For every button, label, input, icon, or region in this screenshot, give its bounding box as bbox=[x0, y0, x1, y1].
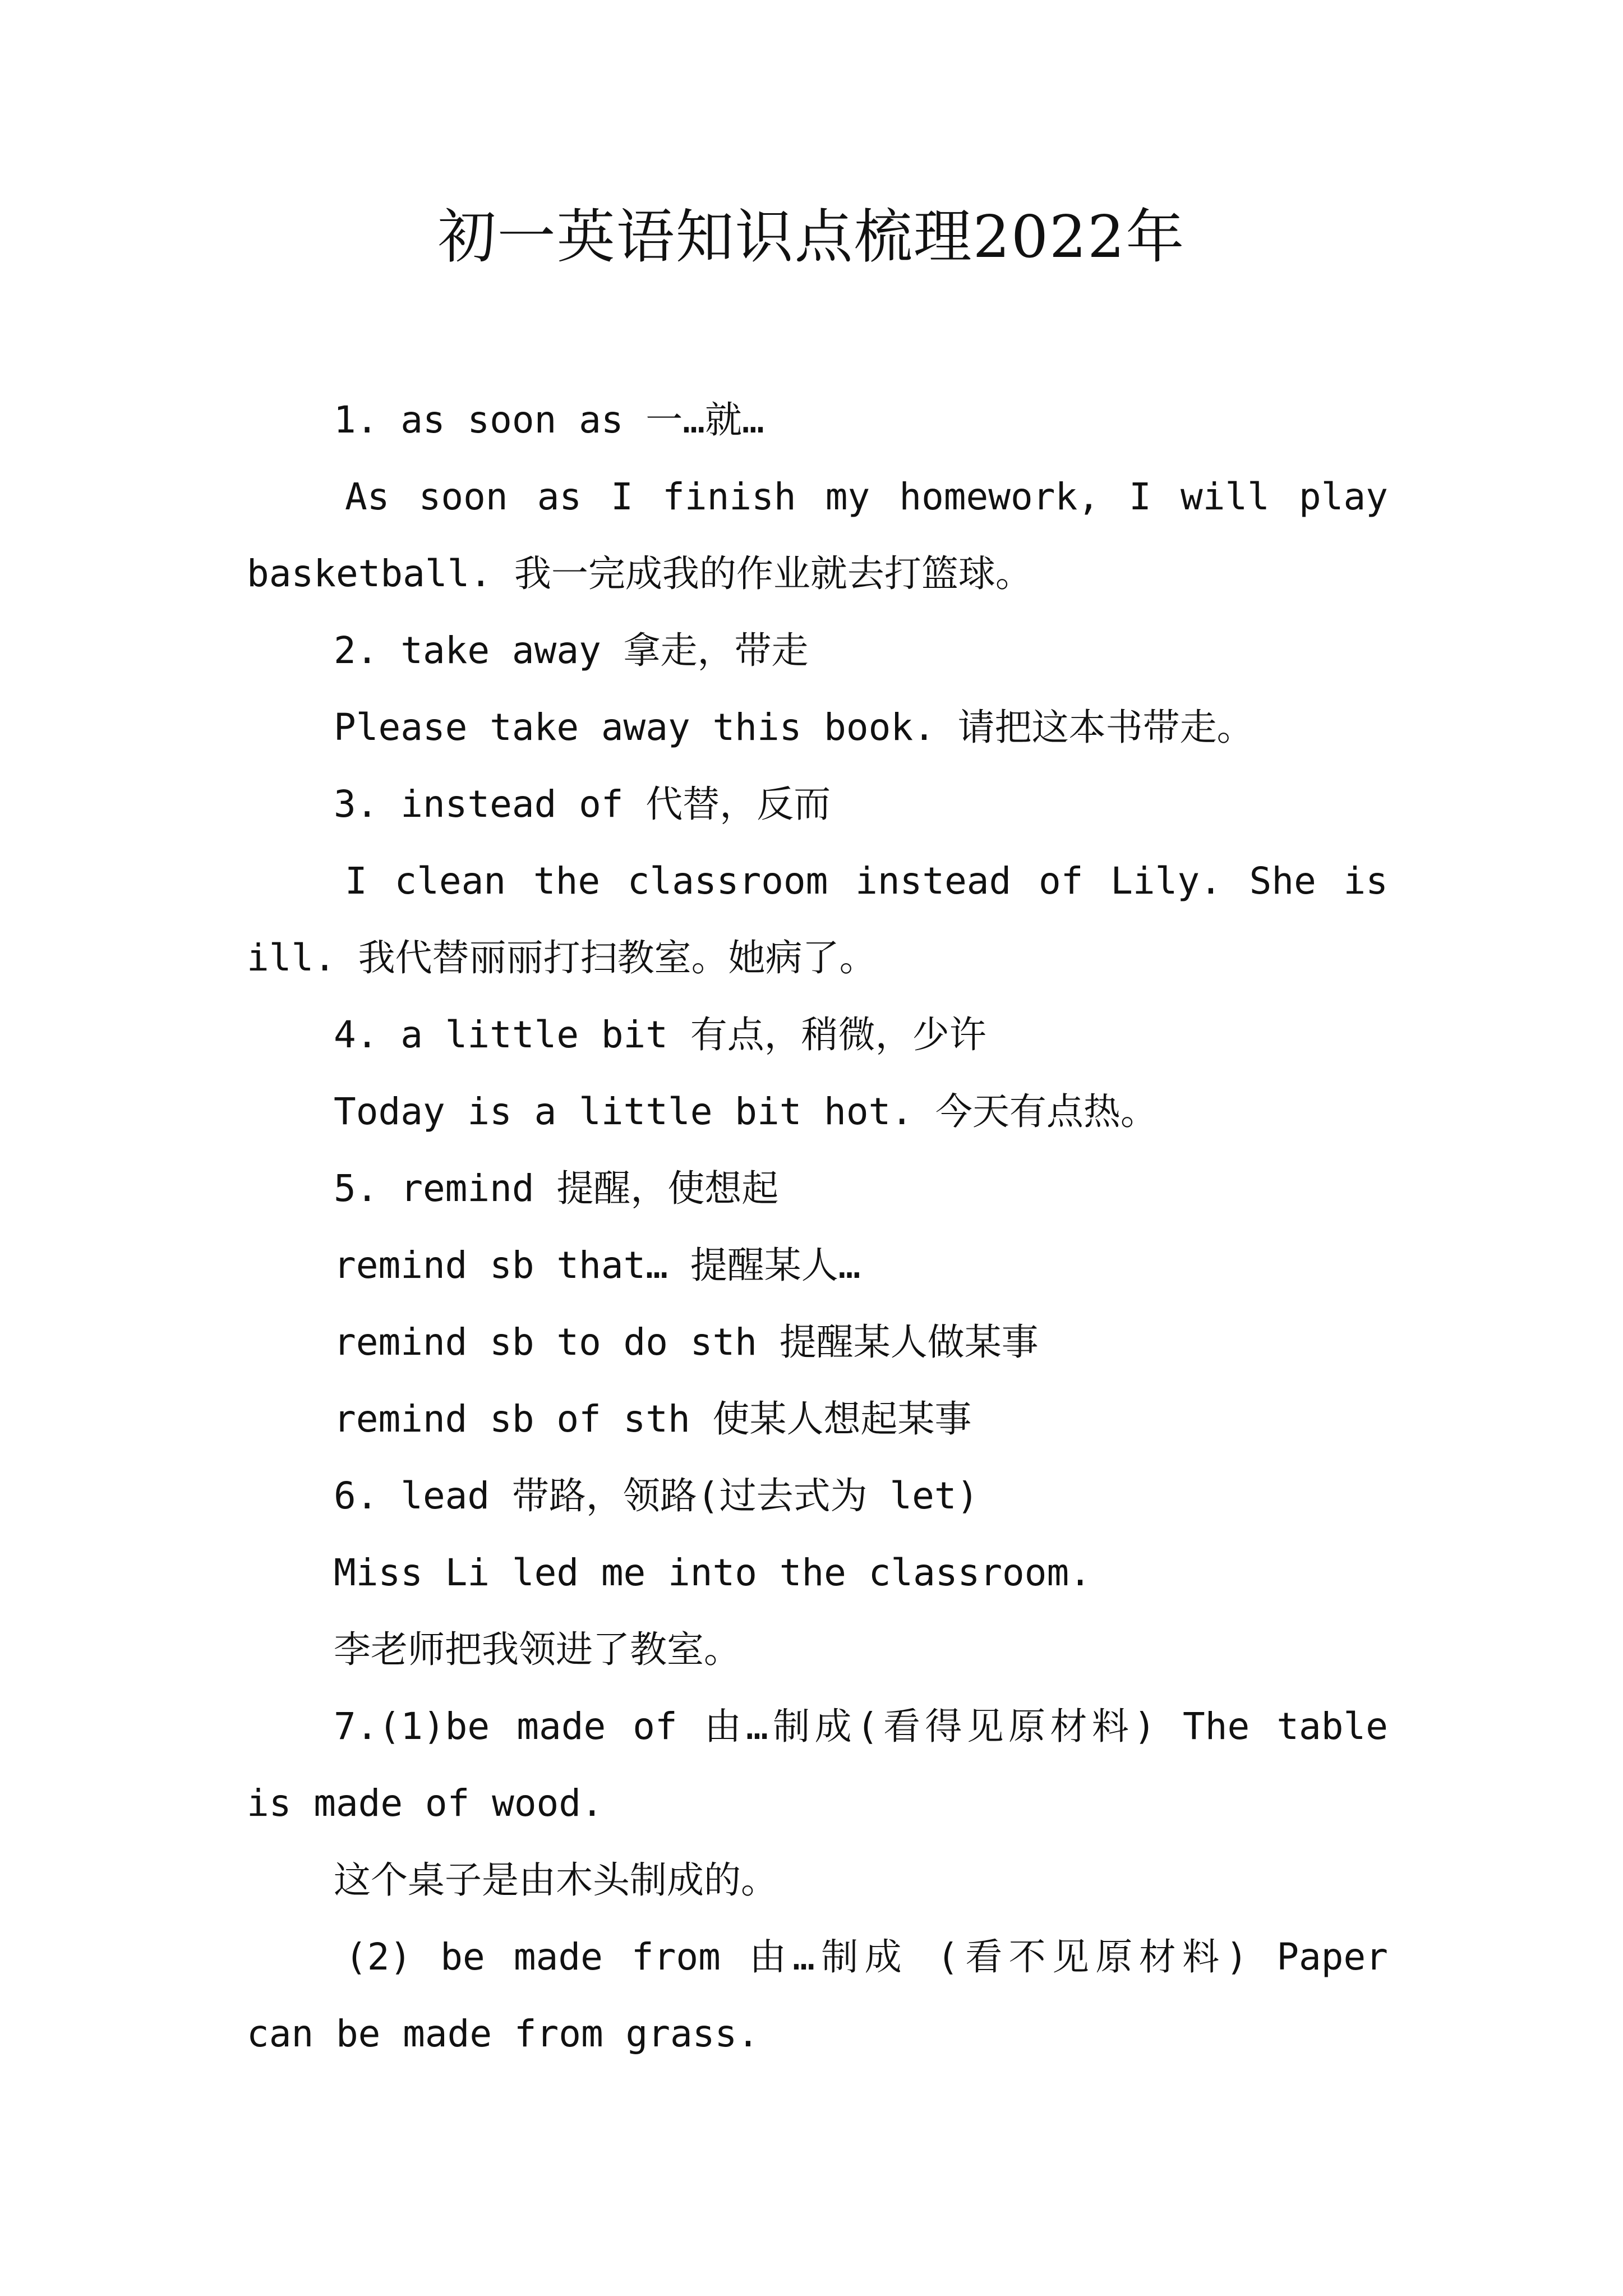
example-sentence-continued: ill. 我代替丽丽打扫教室。她病了。 bbox=[247, 936, 877, 979]
entry-heading: 7.(1)be made of 由…制成(看得见原材料) The table bbox=[334, 1705, 1388, 1748]
document-title: 初一英语知识点梳理2022年 bbox=[437, 203, 1186, 271]
entry-heading: 5. remind 提醒，使想起 bbox=[334, 1167, 779, 1210]
entry-heading: (2) be made from 由…制成 (看不见原材料) Paper bbox=[345, 1935, 1388, 1978]
example-sentence-continued: can be made from grass. bbox=[247, 2012, 759, 2055]
usage-line: remind sb to do sth 提醒某人做某事 bbox=[334, 1320, 1039, 1364]
usage-line: remind sb of sth 使某人想起某事 bbox=[334, 1397, 972, 1441]
entry-heading: 1. as soon as 一…就… bbox=[334, 398, 764, 441]
entry-heading: 2. take away 拿走，带走 bbox=[334, 629, 809, 672]
example-sentence: As soon as I finish my homework, I will play bbox=[345, 475, 1388, 518]
example-sentence: Miss Li led me into the classroom. bbox=[334, 1551, 1092, 1594]
example-translation: 这个桌子是由木头制成的。 bbox=[334, 1858, 778, 1902]
document-body bbox=[247, 381, 1388, 2072]
entry-heading: 6. lead 带路，领路(过去式为 let) bbox=[334, 1474, 979, 1517]
example-sentence-continued: basketball. 我一完成我的作业就去打篮球。 bbox=[247, 552, 1032, 595]
entry-heading: 4. a little bit 有点，稍微，少许 bbox=[334, 1013, 986, 1056]
example-sentence-continued: is made of wood. bbox=[247, 1782, 603, 1825]
example-sentence: Today is a little bit hot. 今天有点热。 bbox=[334, 1090, 1158, 1133]
example-translation: 李老师把我领进了教室。 bbox=[334, 1628, 741, 1671]
example-sentence: I clean the classroom instead of Lily. She is bbox=[345, 859, 1388, 903]
entry-heading: 3. instead of 代替，反而 bbox=[334, 783, 831, 826]
example-sentence: Please take away this book. 请把这本书带走。 bbox=[334, 706, 1254, 749]
usage-line: remind sb that… 提醒某人… bbox=[334, 1244, 861, 1287]
